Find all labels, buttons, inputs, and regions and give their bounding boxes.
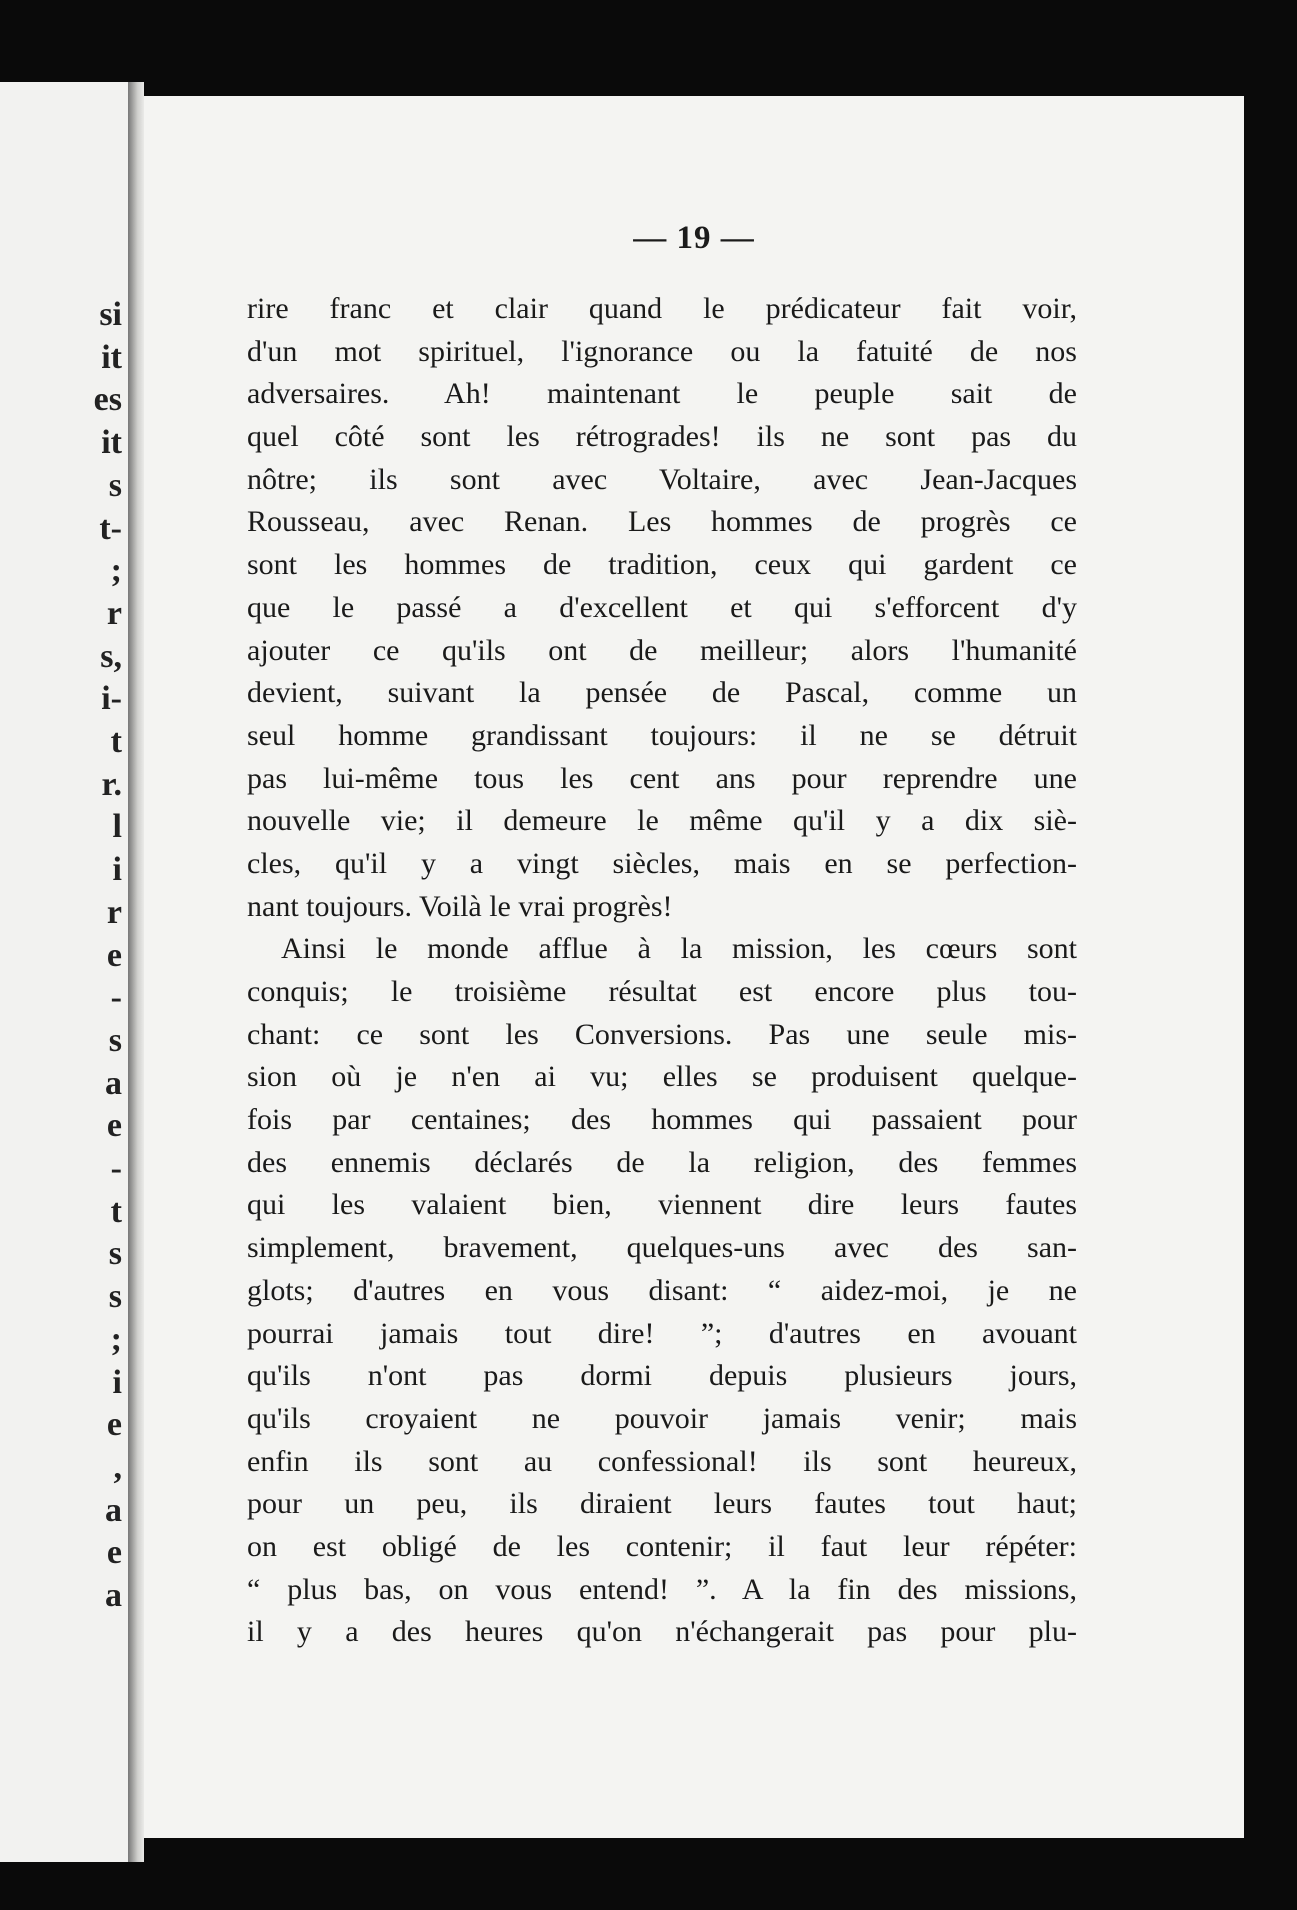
left-page-fragment [0,82,131,1862]
text-line: pour un peu, ils diraient leurs fautes tout haut; [247,1487,1077,1521]
left-fragment: it [101,338,122,376]
left-fragment: l [112,808,122,846]
book-gutter [128,82,144,1862]
text-line: rire franc et clair quand le prédicateur fait voir, [247,292,1077,325]
text-line: seul homme grandissant toujours: il ne se détruit [247,718,1077,752]
text-line: nôtre; ils sont avec Voltaire, avec Jean-Jacques [247,462,1077,496]
left-fragment: e [106,1107,122,1145]
left-fragment: e [106,1534,122,1572]
left-fragment: s [108,1021,122,1059]
text-line: cles, qu'il y a vingt siècles, mais en se perfection- [247,846,1077,880]
text-line: ajouter ce qu'ils ont de meilleur; alors l'humanité [247,633,1077,667]
text-line: enfin ils sont au confessional! ils sont heureux, [247,1444,1077,1478]
left-fragment: it [101,424,122,462]
left-fragment: s [108,466,122,504]
left-fragment: - [110,1150,122,1187]
left-fragment: s, [100,637,122,675]
left-fragment: a [105,1577,122,1614]
text-line: sion où je n'en ai vu; elles se produisent quelque- [247,1060,1077,1094]
left-fragment: r. [101,765,122,803]
text-line: que le passé a d'excellent et qui s'efforcent d'y [247,590,1077,624]
text-line: fois par centaines; des hommes qui passaient pour [247,1103,1077,1137]
text-line: qui les valaient bien, viennent dire leurs fautes [247,1188,1077,1222]
text-line: pas lui-même tous les cent ans pour reprendre une [247,761,1077,795]
text-line: conquis; le troisième résultat est encore plus tou- [247,975,1077,1008]
text-line: il y a des heures qu'on n'échangerait pas pour plu- [247,1615,1077,1649]
left-fragment: - [110,979,122,1017]
page-body [247,288,1077,1654]
left-fragment: si [99,296,122,333]
page-number: — 19 — [633,220,755,256]
text-line: glots; d'autres en vous disant: “ aidez-moi, je ne [247,1273,1077,1307]
left-fragment: i- [101,680,122,718]
text-line: nant toujours. Voilà le vrai progrès! [247,889,673,923]
left-fragment: i [112,851,122,889]
left-fragment: e [106,936,122,974]
left-fragment: t [110,723,122,760]
left-fragment: a [105,1491,122,1529]
text-line: devient, suivant la pensée de Pascal, comme un [247,676,1077,710]
text-line: sont les hommes de tradition, ceux qui gardent ce [247,548,1077,582]
left-fragment: s [108,1278,122,1316]
left-fragment: i [112,1363,122,1401]
text-line: “ plus bas, on vous entend! ”. A la fin des missions, [247,1572,1077,1606]
left-fragment: r [106,893,122,931]
text-line: on est obligé de les contenir; il faut leur répéter: [247,1529,1077,1563]
left-fragment: ; [110,552,122,590]
text-line: pourrai jamais tout dire! ”; d'autres en avouant [247,1316,1077,1350]
left-fragment: t- [99,509,122,547]
text-line: qu'ils croyaient ne pouvoir jamais venir; mais [247,1401,1077,1435]
text-line: quel côté sont les rétrogrades! ils ne sont pas du [247,420,1077,454]
left-fragment: e [106,1406,122,1444]
left-fragment: ; [110,1320,122,1358]
left-fragment: t [110,1192,122,1230]
text-line: chant: ce sont les Conversions. Pas une seule mis- [247,1017,1077,1051]
left-fragment: s [108,1235,122,1273]
left-fragment: , [113,1448,122,1486]
text-line: Rousseau, avec Renan. Les hommes de progrès ce [247,505,1077,539]
left-fragment: a [105,1064,122,1102]
text-line: adversaires. Ah! maintenant le peuple sait de [247,377,1077,411]
book-page [144,96,1244,1838]
left-fragment: es [93,381,122,419]
left-fragment: r [106,594,122,632]
text-line: nouvelle vie; il demeure le même qu'il y a dix siè- [247,804,1077,838]
text-line: d'un mot spirituel, l'ignorance ou la fatuité de nos [247,334,1077,368]
text-line: Ainsi le monde afflue à la mission, les cœurs sont [281,932,1077,966]
text-line: simplement, bravement, quelques-uns avec des san- [247,1231,1077,1265]
text-line: qu'ils n'ont pas dormi depuis plusieurs jours, [247,1359,1077,1393]
text-line: des ennemis déclarés de la religion, des femmes [247,1145,1077,1179]
